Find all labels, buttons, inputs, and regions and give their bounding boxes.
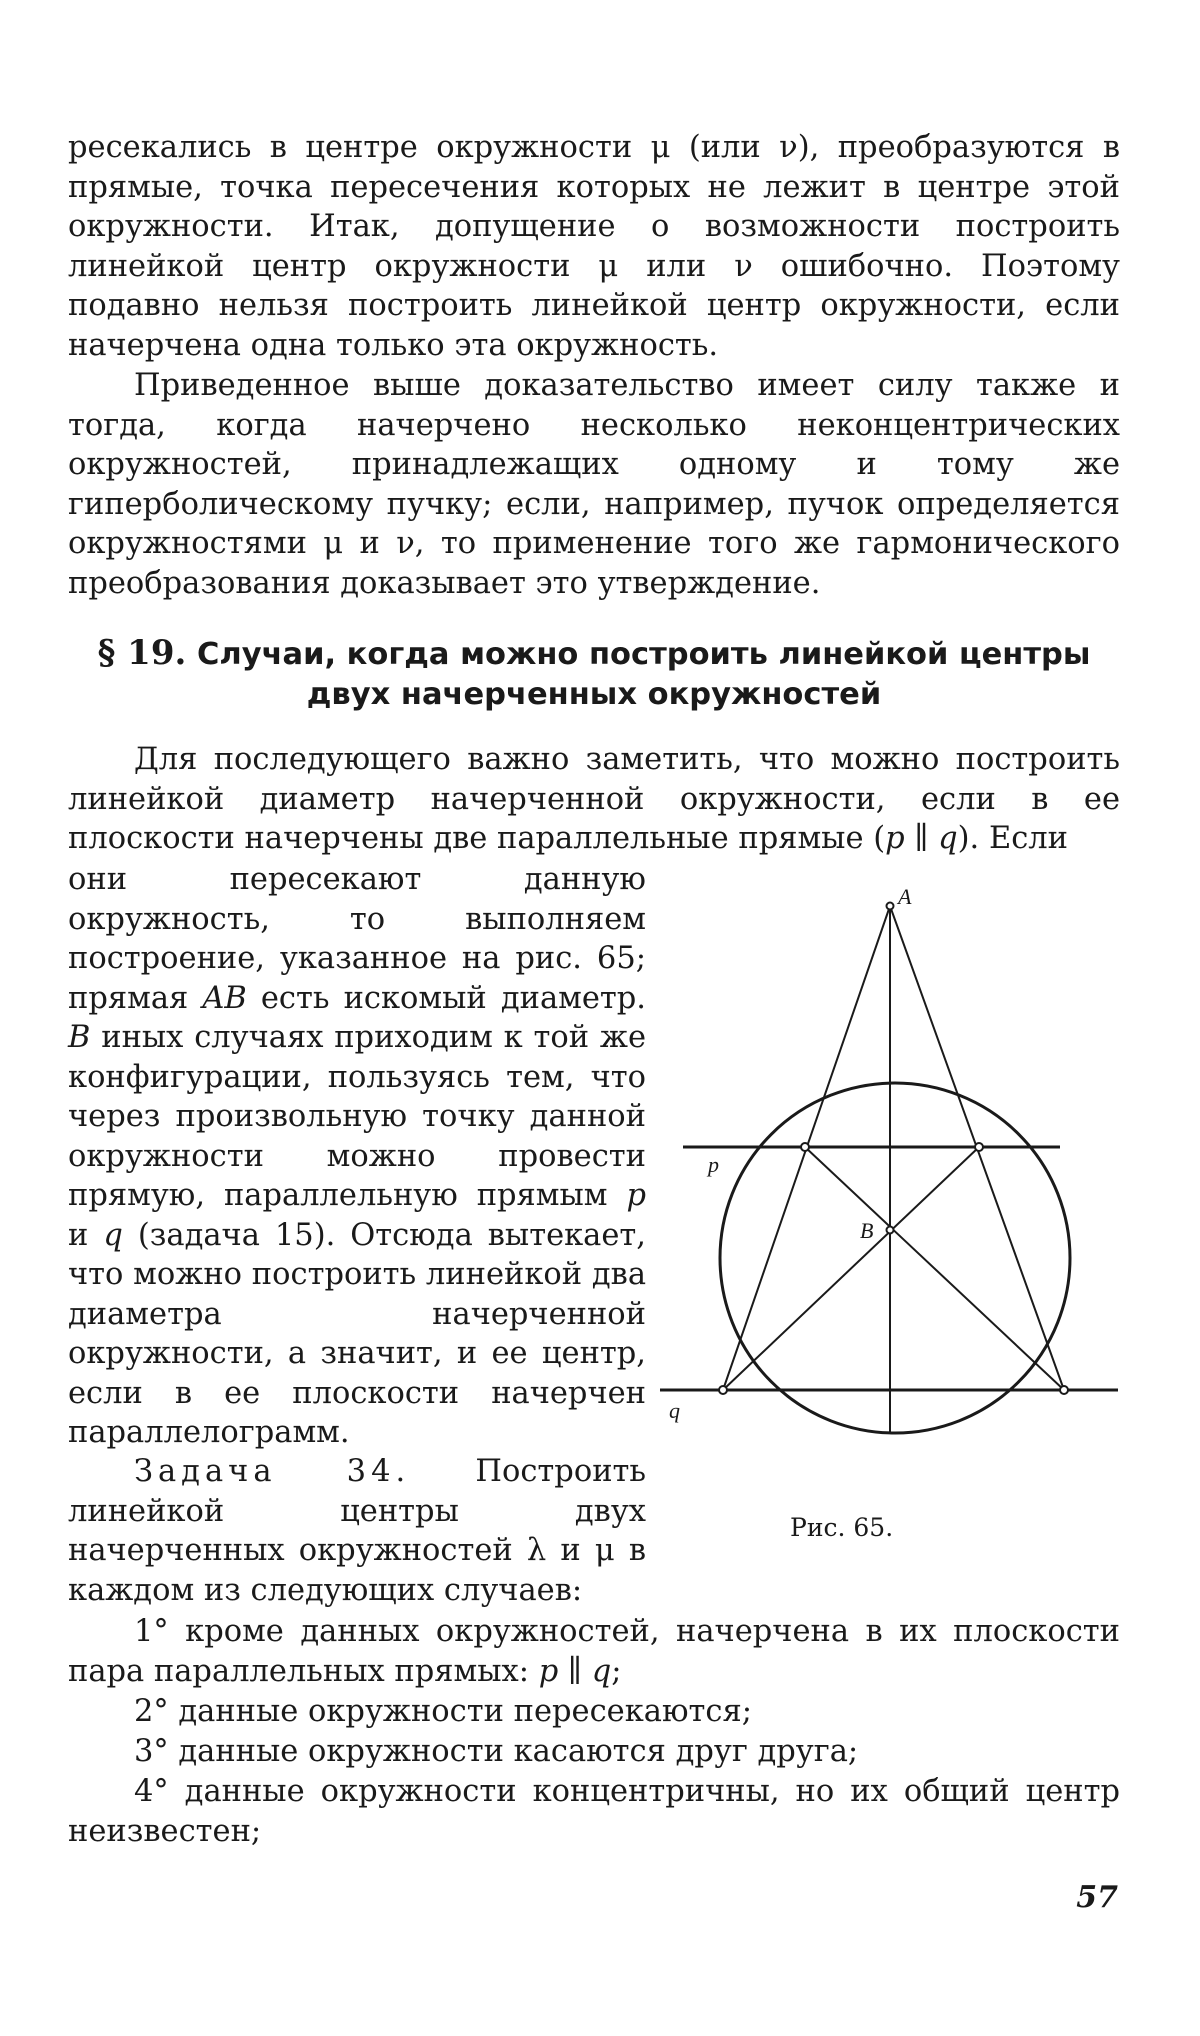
label-p: p: [708, 1152, 719, 1177]
list-item: 1° кроме данных окружностей, начерчена в их плоскости пара параллельных прямых: p ∥ q;: [68, 1614, 1120, 1689]
figure-65: [640, 880, 1120, 1490]
point: [719, 1386, 727, 1394]
list-item: 3° данные окружности касаются друг друга;: [134, 1734, 859, 1769]
paragraph-diameter-intro: Для последующего важно заметить, что можно построить линейкой диаметр начерченной окружности, если в ее плоскости начерчены две параллельные прямые (p ∥ q). Если: [68, 742, 1120, 856]
paragraph-continuation: ресекались в центре окружности μ (или ν), преобразуются в прямые, точка пересечения которых не лежит в центре этой окружности. Итак, допущение о возможности построить линейкой центр окружности μ или ν ошибочно. Поэтому подавно нельзя построить линейкой центр окружности, если начерчена одна только эта окружность.: [68, 130, 1120, 363]
section-heading: [68, 633, 1120, 715]
label-q: q: [669, 1398, 680, 1423]
page-number: 57: [1076, 1880, 1118, 1915]
task-34: Задача 34. Построить линейкой центры двух начерченных окружностей λ и μ в каждом из следующих случаев:: [68, 1454, 646, 1608]
point: [975, 1143, 983, 1151]
line-diagonal-2: [723, 1147, 979, 1390]
paragraph-wrapped-text: они пересекают данную окружность, то выполняем построение, указанное на рис. 65; прямая AB есть искомый диаметр. B иных случаях приходим к той же конфигурации, пользуясь тем, что через произвольную точку данной окружности можно провести прямую, параллельную прямым p и q (задача 15). Отсюда вытекает, что можно построить линейкой два диаметра начерченной окружности, а значит, и ее центр, если в ее плоскости начерчен параллелограмм.: [68, 862, 646, 1450]
list-item: 4° данные окружности концентричны, но их общий центр неизвестен;: [68, 1774, 1120, 1849]
point-A: [887, 903, 894, 910]
task-label: Задача 34.: [134, 1454, 411, 1489]
line-diagonal-1: [805, 1147, 1064, 1390]
list-item: 2° данные окружности пересекаются;: [134, 1694, 752, 1729]
label-B: B: [860, 1218, 874, 1243]
task-cases-list: [68, 1612, 1120, 1852]
paragraph-proof-remark: Приведенное выше доказательство имеет силу также и тогда, когда начерчено несколько неконцентрических окружностей, принадлежащих одному и тому же гиперболическому пучку; если, например, пучок определяется окружностями μ и ν, то применение того же гармонического преобразования доказывает это утверждение.: [68, 368, 1120, 601]
point: [801, 1143, 809, 1151]
figure-caption: Рис. 65.: [790, 1513, 894, 1542]
label-A: A: [898, 884, 912, 909]
section-title: Случаи, когда можно построить линейкой центры двух начерченных окружностей: [196, 637, 1091, 712]
section-symbol: § 19.: [97, 633, 187, 673]
point-B: [887, 1227, 894, 1234]
point: [1060, 1386, 1068, 1394]
